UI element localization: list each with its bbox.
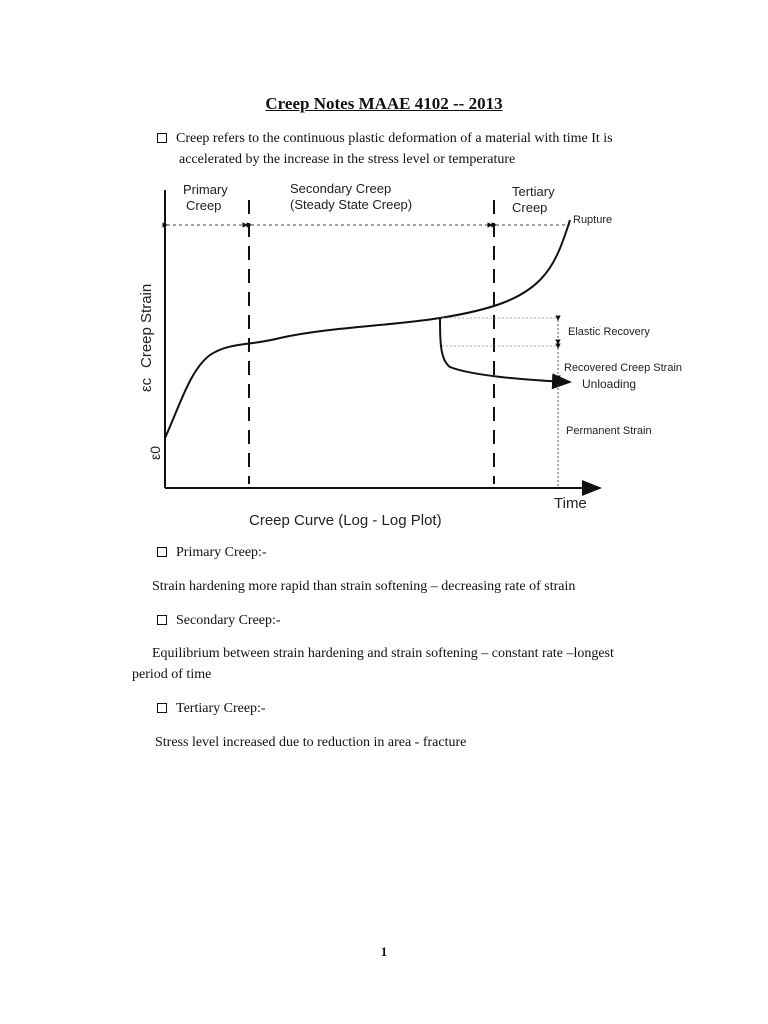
primary-label-1: Primary: [183, 182, 228, 197]
figure-caption: Creep Curve (Log - Log Plot): [249, 512, 442, 529]
permanent-strain-label: Permanent Strain: [566, 425, 652, 437]
intro-line-2: accelerated by the increase in the stress level or temperature: [179, 152, 516, 167]
primary-creep-text: Strain hardening more rapid than strain softening – decreasing rate of strain: [152, 579, 576, 594]
checkbox-bullet-icon: [157, 703, 167, 713]
tertiary-label-1: Tertiary: [512, 184, 555, 199]
unloading-curve: [440, 318, 570, 382]
creep-curve: [165, 220, 570, 438]
tertiary-label-2: Creep: [512, 200, 548, 215]
checkbox-bullet-icon: [157, 547, 167, 557]
checkbox-bullet-icon: [157, 615, 167, 625]
checkbox-bullet-icon: [157, 133, 167, 143]
secondary-creep-text: Equilibrium between strain hardening and strain softening – constant rate –longest: [152, 646, 614, 661]
secondary-label-2: (Steady State Creep): [290, 197, 413, 212]
secondary-label-1: Secondary Creep: [290, 181, 392, 196]
creep-curve-diagram: [130, 170, 683, 540]
page-number: 1: [380, 944, 388, 959]
primary-label-2: Creep: [186, 198, 222, 213]
secondary-creep-heading: Secondary Creep:-: [157, 610, 281, 631]
rupture-label: Rupture: [573, 214, 613, 226]
secondary-creep-text-cont: period of time: [132, 667, 212, 682]
creep-curve-figure: [130, 170, 683, 540]
tertiary-creep-heading: Tertiary Creep:-: [157, 698, 266, 719]
intro-paragraph: [157, 128, 677, 170]
document-title: Creep Notes MAAE 4102 -- 2013: [265, 94, 503, 113]
tertiary-creep-text: Stress level increased due to reduction in area - fracture: [155, 735, 467, 750]
y-axis-symbol: εc: [138, 377, 155, 392]
unloading-label: Unloading: [582, 377, 637, 391]
intro-line-1: Creep refers to the continuous plastic deformation of a material with time It is: [176, 131, 613, 146]
x-axis-label: Time: [554, 495, 587, 512]
elastic-recovery-label: Elastic Recovery: [568, 326, 650, 338]
recovered-creep-strain-label: Recovered Creep Strain: [564, 362, 683, 374]
primary-creep-heading: Primary Creep:-: [157, 542, 267, 563]
y-axis-label: Creep Strain: [138, 283, 155, 368]
origin-strain-symbol: ε0: [147, 445, 163, 460]
